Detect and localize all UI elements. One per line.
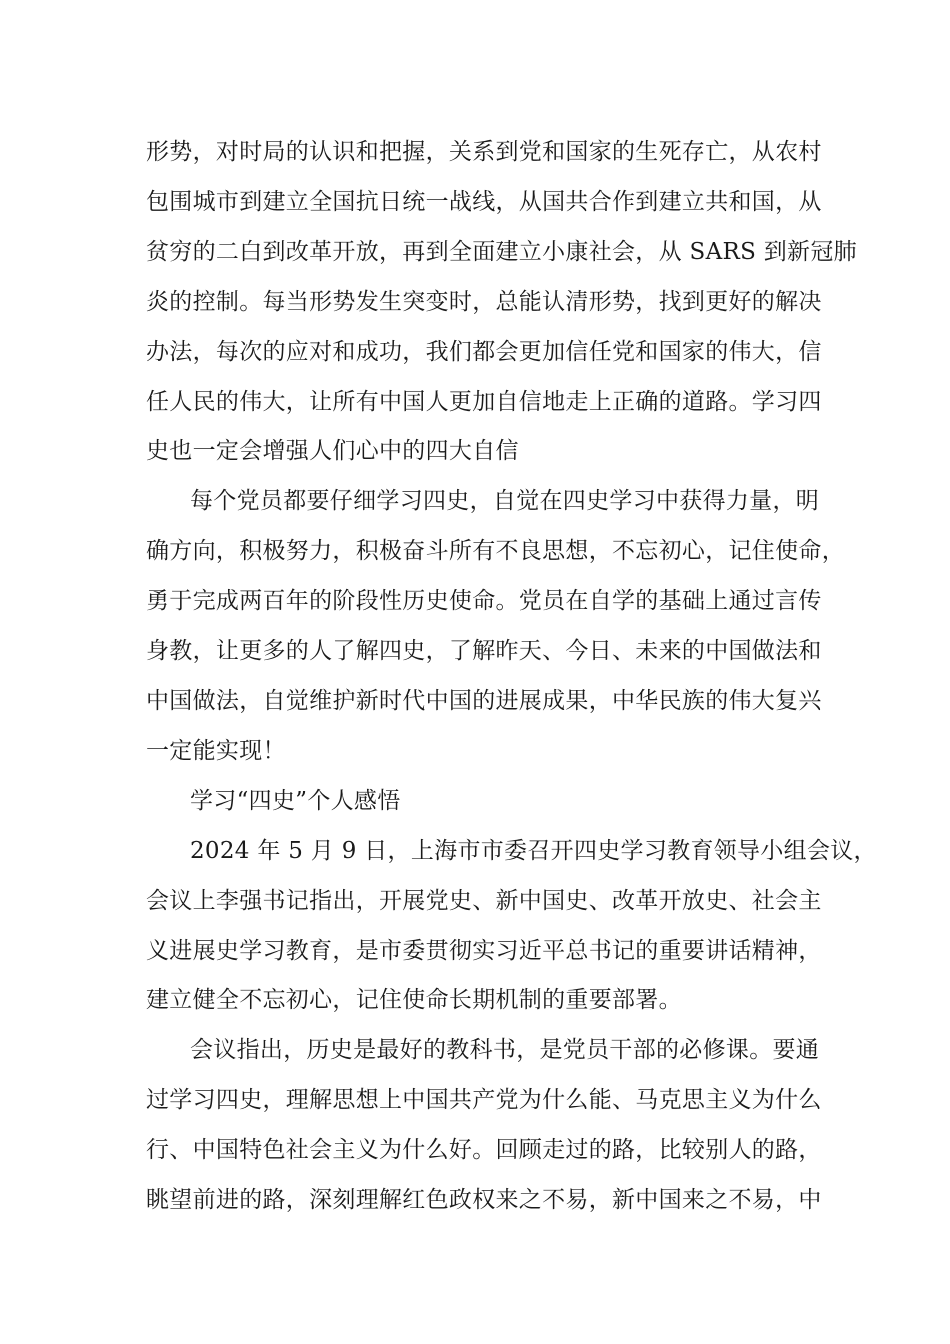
section-heading: 学习“四史”个人感悟 xyxy=(190,788,401,814)
text-line: 贫穷的二白到改革开放，再到全面建立小康社会，从 SARS 到新冠肺 xyxy=(146,239,857,265)
text-line: 形势，对时局的认识和把握，关系到党和国家的生死存亡，从农村 xyxy=(146,139,822,165)
text-line: 一定能实现！ xyxy=(146,738,286,764)
text-line: 包围城市到建立全国抗日统一战线，从国共合作到建立共和国，从 xyxy=(146,189,822,215)
paragraph-first-line: 每个党员都要仔细学习四史，自觉在四史学习中获得力量，明 xyxy=(190,488,820,514)
text-line: 眺望前进的路，深刻理解红色政权来之不易，新中国来之不易，中 xyxy=(146,1187,822,1213)
text-line: 会议上李强书记指出，开展党史、新中国史、改革开放史、社会主 xyxy=(146,888,822,914)
text-line: 史也一定会增强人们心中的四大自信 xyxy=(146,438,519,464)
paragraph-first-line: 会议指出，历史是最好的教科书，是党员干部的必修课。要通 xyxy=(190,1037,820,1063)
paragraph-first-line: 2024 年 5 月 9 日，上海市市委召开四史学习教育领导小组会议， xyxy=(190,838,877,864)
text-line: 中国做法，自觉维护新时代中国的进展成果，中华民族的伟大复兴 xyxy=(146,688,822,714)
text-line: 炎的控制。每当形势发生突变时，总能认清形势，找到更好的解决 xyxy=(146,289,822,315)
text-line: 勇于完成两百年的阶段性历史使命。党员在自学的基础上通过言传 xyxy=(146,588,822,614)
text-line: 义进展史学习教育，是市委贯彻实习近平总书记的重要讲话精神， xyxy=(146,938,822,964)
text-line: 任人民的伟大，让所有中国人更加自信地走上正确的道路。学习四 xyxy=(146,389,822,415)
text-line: 建立健全不忘初心，记住使命长期机制的重要部署。 xyxy=(146,987,682,1013)
text-line: 行、中国特色社会主义为什么好。回顾走过的路，比较别人的路， xyxy=(146,1137,822,1163)
text-line: 确方向，积极努力，积极奋斗所有不良思想，不忘初心，记住使命， xyxy=(146,538,845,564)
text-line: 办法，每次的应对和成功，我们都会更加信任党和国家的伟大，信 xyxy=(146,339,822,365)
text-line: 身教，让更多的人了解四史，了解昨天、今日、未来的中国做法和 xyxy=(146,638,822,664)
text-line: 过学习四史，理解思想上中国共产党为什么能、马克思主义为什么 xyxy=(146,1087,822,1113)
